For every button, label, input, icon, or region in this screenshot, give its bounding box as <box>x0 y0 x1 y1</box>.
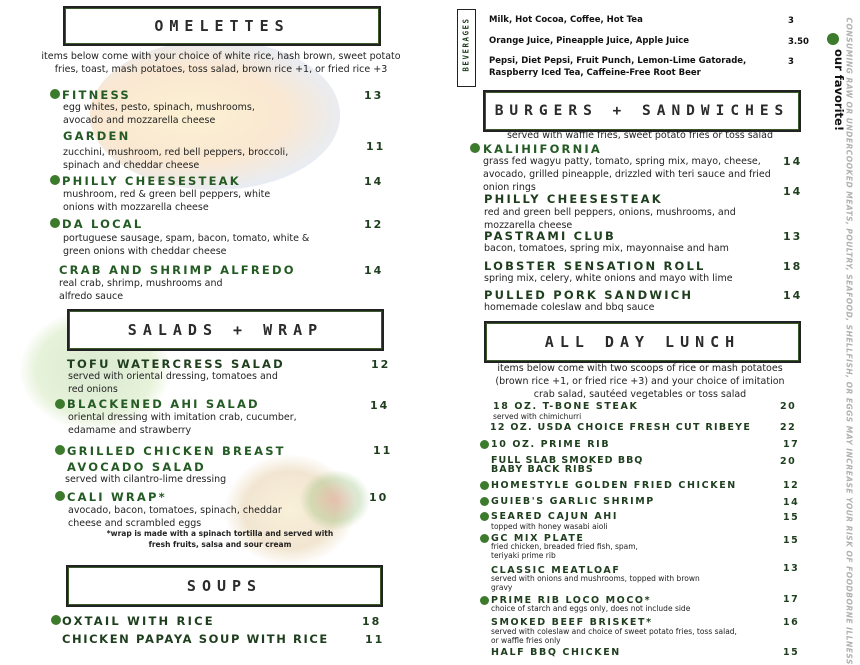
salad-ahi-desc: oriental dressing with imitation crab, cucumber, edamame and strawberry <box>68 412 297 436</box>
lunch-fried-chicken-price: 12 <box>783 480 800 491</box>
omelette-fitness-name: FITNESS <box>62 88 131 102</box>
lunch-tbone-desc: served with chimichurri <box>493 412 582 421</box>
soup-oxtail-price: 18 <box>362 615 382 628</box>
lunch-ribs-price: 20 <box>780 456 797 467</box>
lunch-fried-chicken-name: HOMESTYLE GOLDEN FRIED CHICKEN <box>491 480 737 491</box>
favorite-dot-icon <box>470 143 480 153</box>
omelette-philly-name: PHILLY CHEESESTEAK <box>62 174 241 188</box>
burgers-header: BURGERS + SANDWICHES <box>483 90 801 132</box>
lunch-prime-rib-name: 10 OZ. PRIME RIB <box>491 439 611 450</box>
lunch-ribeye-price: 22 <box>780 422 797 433</box>
burger-kalihifornia-name: KALIHIFORNIA <box>483 142 603 156</box>
burger-kalihifornia-price: 14 <box>783 155 803 168</box>
omelette-dalocal-price: 12 <box>364 218 384 231</box>
favorite-dot-icon <box>55 399 65 409</box>
lunch-mix-plate-name: GC MIX PLATE <box>491 533 585 544</box>
omelette-fitness-desc: egg whites, pesto, spinach, mushrooms, avocado and mozzarella cheese <box>63 102 255 126</box>
lunch-brisket-name: SMOKED BEEF BRISKET* <box>491 617 653 628</box>
lunch-prime-rib-price: 17 <box>783 439 800 450</box>
lunch-note: items below come with two scoops of rice or mash potatoes (brown rice +1, or fried rice +3) and your choice of imitation crab salad, sautéed vegetables or toss salad <box>495 363 785 400</box>
beverage-juices-price: 3.50 <box>788 37 809 47</box>
omelette-fitness-price: 13 <box>364 89 384 102</box>
burger-philly-name: PHILLY CHEESESTEAK <box>484 192 663 206</box>
favorite-dot-icon <box>55 491 65 501</box>
favorite-dot-icon <box>480 497 489 506</box>
soups-header: SOUPS <box>66 565 383 607</box>
wrap-footnote: *wrap is made with a spinach tortilla and served with fresh fruits, salsa and sour cream <box>106 529 334 549</box>
lunch-bbq-chicken-name: HALF BBQ CHICKEN <box>491 647 621 658</box>
lunch-brisket-desc: served with coleslaw and choice of sweet potato fries, toss salad, or waffle fries only <box>491 627 737 645</box>
lunch-cajun-ahi-price: 15 <box>783 512 800 523</box>
soup-oxtail-name: OXTAIL WITH RICE <box>62 614 215 628</box>
favorite-dot-icon <box>480 534 489 543</box>
salad-caliwrap-desc: avocado, bacon, tomatoes, spinach, cheddar cheese and scrambled eggs <box>68 505 282 529</box>
lunch-tbone-price: 20 <box>780 401 797 412</box>
burger-pulled-pork-price: 14 <box>783 289 803 302</box>
burger-philly-desc: red and green bell peppers, onions, mushrooms, and mozzarella cheese <box>484 207 736 231</box>
favorite-dot-icon <box>55 445 65 455</box>
beverage-hot-drinks-price: 3 <box>788 16 794 26</box>
wrap-veggie-background-image <box>300 470 370 530</box>
favorite-dot-icon <box>51 615 61 625</box>
burgers-note: served with waffle fries, sweet potato fries or toss salad <box>506 130 773 141</box>
lunch-garlic-shrimp-name: GUIEB'S GARLIC SHRIMP <box>491 496 655 507</box>
favorite-dot-icon <box>480 440 489 449</box>
lunch-mix-plate-price: 15 <box>783 535 800 546</box>
lunch-cajun-ahi-desc: topped with honey wasabi aioli <box>491 522 608 531</box>
lunch-mix-plate-desc: fried chicken, breaded fried fish, spam, teriyaki prime rib <box>491 542 638 560</box>
soup-chicken-papaya-price: 11 <box>365 633 385 646</box>
lunch-tbone-name: 18 OZ. T-BONE STEAK <box>493 401 639 412</box>
burger-lobster-desc: spring mix, celery, white onions and mayo with lime <box>484 273 733 284</box>
lunch-meatloaf-desc: served with onions and mushrooms, topped with brown gravy <box>491 574 700 592</box>
soup-chicken-papaya-name: CHICKEN PAPAYA SOUP WITH RICE <box>62 632 329 646</box>
lunch-garlic-shrimp-price: 14 <box>783 497 800 508</box>
omelette-alfredo-desc: real crab, shrimp, mushrooms and alfredo sauce <box>59 278 223 302</box>
burger-kalihifornia-desc: grass fed wagyu patty, tomato, spring mix, mayo, cheese, avocado, grilled pineapple, drizzled with teri sauce and fried onion rings <box>483 156 771 193</box>
favorite-dot-icon <box>50 175 60 185</box>
salad-ahi-name: BLACKENED AHI SALAD <box>67 397 260 411</box>
lunch-loco-moco-price: 17 <box>783 594 800 605</box>
omelette-alfredo-name: CRAB AND SHRIMP ALFREDO <box>59 263 296 277</box>
salad-tofu-desc: served with oriental dressing, tomatoes and red onions <box>68 371 278 395</box>
salad-caliwrap-name: CALI WRAP* <box>67 490 167 504</box>
lunch-loco-moco-name: PRIME RIB LOCO MOCO* <box>491 595 652 606</box>
favorite-dot-icon <box>480 481 489 490</box>
lunch-meatloaf-name: CLASSIC MEATLOAF <box>491 565 621 576</box>
burger-philly-price: 14 <box>783 185 803 198</box>
salad-chicken-avocado-desc: served with cilantro-lime dressing <box>65 474 227 485</box>
favorite-legend-dot-icon <box>827 33 839 45</box>
salad-ahi-price: 14 <box>370 399 390 412</box>
favorite-dot-icon <box>50 218 60 228</box>
beverage-sodas: Pepsi, Diet Pepsi, Fruit Punch, Lemon-Lime Gatorade, Raspberry Iced Tea, Caffeine-Free Root Beer <box>489 56 747 78</box>
favorite-dot-icon <box>480 512 489 521</box>
burger-lobster-price: 18 <box>783 260 803 273</box>
burger-pulled-pork-desc: homemade coleslaw and bbq sauce <box>484 302 655 313</box>
burger-pulled-pork-name: PULLED PORK SANDWICH <box>484 288 694 302</box>
omelettes-note: items below come with your choice of white rice, hash brown, sweet potato fries, toast, mash potatoes, toss salad, brown rice +1, or fried rice +3 <box>41 51 401 75</box>
omelettes-header: OMELETTES <box>63 6 381 46</box>
lunch-brisket-price: 16 <box>783 617 800 628</box>
omelette-philly-desc: mushroom, red & green bell peppers, white onions with mozzarella cheese <box>63 189 271 213</box>
lunch-bbq-chicken-price: 15 <box>783 647 800 658</box>
food-safety-disclaimer: CONSUMING RAW OR UNDERCOOKED MEATS, POULTRY, SEAFOOD, SHELLFISH, OR EGGS MAY INCREASE YOUR RISK OF FOODBORNE ILLNESS <box>844 17 854 665</box>
omelette-dalocal-name: DA LOCAL <box>62 217 144 231</box>
lunch-cajun-ahi-name: SEARED CAJUN AHI <box>491 511 618 522</box>
salad-tofu-price: 12 <box>371 358 391 371</box>
omelette-garden-name: GARDEN <box>63 129 131 143</box>
lunch-ribs-name: FULL SLAB SMOKED BBQ BABY BACK RIBS <box>491 455 644 475</box>
beverage-sodas-price: 3 <box>788 57 794 67</box>
omelette-garden-price: 11 <box>366 140 386 153</box>
lunch-meatloaf-price: 13 <box>783 563 800 574</box>
beverage-juices: Orange Juice, Pineapple Juice, Apple Juice <box>489 36 690 46</box>
salad-caliwrap-price: 10 <box>369 491 389 504</box>
salads-header: SALADS + WRAP <box>67 309 384 351</box>
omelette-dalocal-desc: portuguese sausage, spam, bacon, tomato, white & green onions with cheddar cheese <box>63 233 310 257</box>
salad-chicken-avocado-name: GRILLED CHICKEN BREAST AVOCADO SALAD <box>67 444 286 474</box>
lunch-header: ALL DAY LUNCH <box>484 321 801 363</box>
lunch-ribeye-name: 12 OZ. USDA CHOICE FRESH CUT RIBEYE <box>490 422 752 433</box>
lunch-loco-moco-desc: choice of starch and eggs only, does not include side <box>491 604 691 613</box>
omelette-philly-price: 14 <box>364 175 384 188</box>
salad-chicken-avocado-price: 11 <box>373 444 393 457</box>
favorite-dot-icon <box>50 89 60 99</box>
burger-pastrami-desc: bacon, tomatoes, spring mix, mayonnaise and ham <box>484 243 729 254</box>
favorite-dot-icon <box>480 596 489 605</box>
burger-pastrami-name: PASTRAMI CLUB <box>484 229 616 243</box>
burger-lobster-name: LOBSTER SENSATION ROLL <box>484 259 706 273</box>
burger-pastrami-price: 13 <box>783 230 803 243</box>
salad-tofu-name: TOFU WATERCRESS SALAD <box>67 357 285 371</box>
omelette-alfredo-price: 14 <box>364 264 384 277</box>
favorite-legend-label: our favorite! <box>832 49 846 132</box>
beverage-hot-drinks: Milk, Hot Cocoa, Coffee, Hot Tea <box>489 15 643 25</box>
omelette-garden-desc: zucchini, mushroom, red bell peppers, broccoli, spinach and cheddar cheese <box>63 147 289 171</box>
beverages-label: BEVERAGES <box>461 17 471 72</box>
